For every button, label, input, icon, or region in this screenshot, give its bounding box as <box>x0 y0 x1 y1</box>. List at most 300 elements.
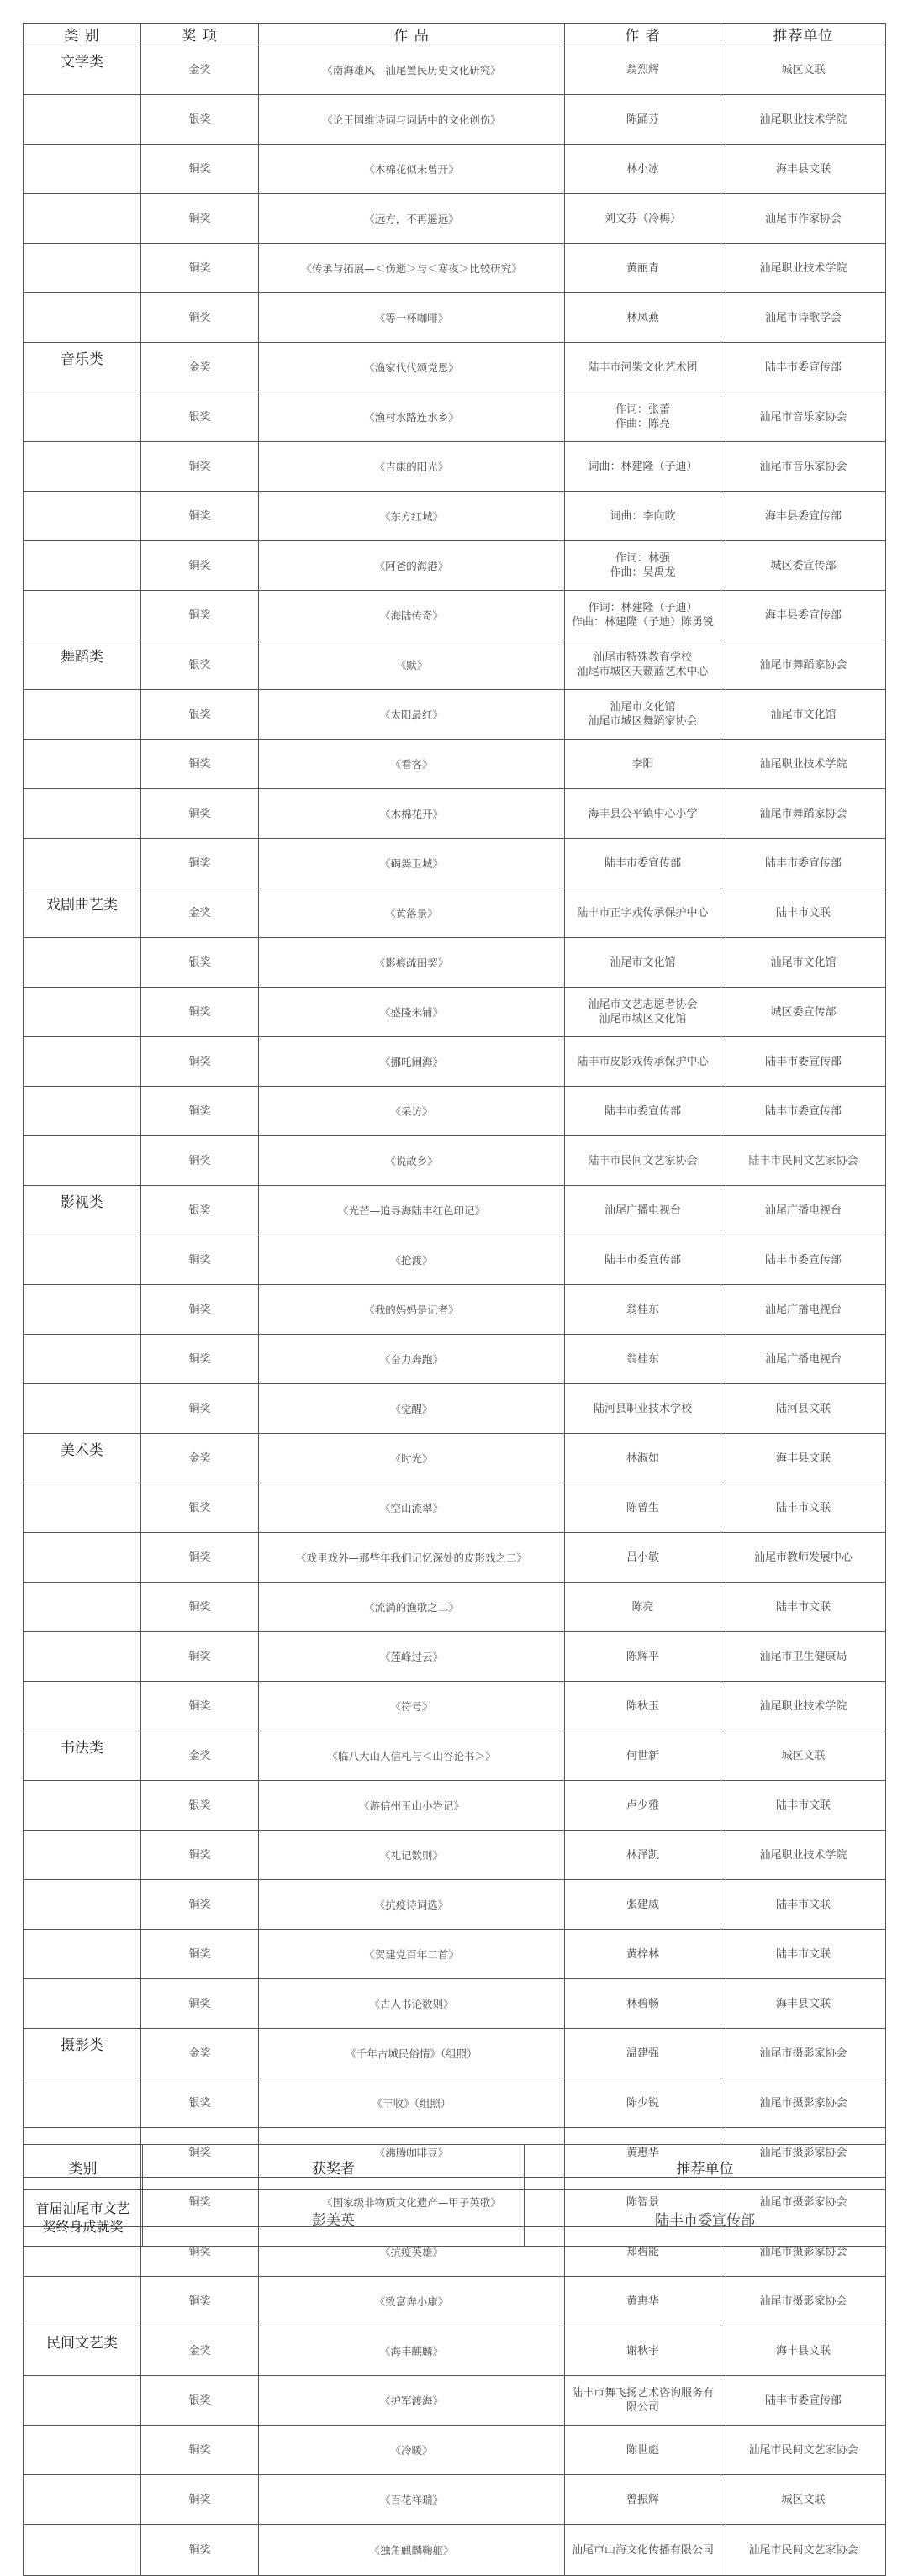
awards-table-header <box>24 24 886 45</box>
cell-work: 《觉醒》 <box>259 1384 565 1434</box>
cell-work: 《南海雄风—汕尾置民历史文化研究》 <box>259 45 565 95</box>
header-category: 类 别 <box>24 24 141 45</box>
table-row <box>24 1632 886 1682</box>
cell-award: 铜奖 <box>141 194 259 244</box>
cell-award: 铜奖 <box>141 1285 259 1335</box>
cell-work: 《黄落景》 <box>259 888 565 938</box>
cell-unit: 汕尾广播电视台 <box>721 1186 886 1235</box>
cell-author: 陈少锐 <box>565 2078 721 2128</box>
table-row <box>24 1136 886 1186</box>
table-row <box>24 1831 886 1880</box>
cell-unit: 汕尾职业技术学院 <box>721 740 886 789</box>
cell-author: 词曲：李向欧 <box>565 492 721 541</box>
cell-award: 金奖 <box>141 2029 259 2078</box>
cell-award: 铜奖 <box>141 1583 259 1632</box>
table-row <box>24 492 886 541</box>
cell-unit: 汕尾市摄影家协会 <box>721 2178 886 2227</box>
cell-work: 《远方，不再遥远》 <box>259 194 565 244</box>
table-row <box>24 2326 886 2376</box>
cell-unit: 陆丰市文联 <box>721 1781 886 1831</box>
cell-award: 银奖 <box>141 640 259 690</box>
cell-unit: 汕尾市音乐家协会 <box>721 442 886 492</box>
cell-unit: 汕尾广播电视台 <box>721 1285 886 1335</box>
cell-author: 翁烈辉 <box>565 45 721 95</box>
cell-author: 作词：林建隆（子迪） 作曲：林建隆（子迪）陈勇锐 <box>565 591 721 640</box>
cell-award: 金奖 <box>141 1731 259 1781</box>
cell-category <box>24 194 141 244</box>
cell-author: 陆丰市委宣传部 <box>565 839 721 888</box>
table-row <box>24 145 886 194</box>
table-row <box>24 2525 886 2576</box>
cell-award: 银奖 <box>141 392 259 442</box>
cell-award: 铜奖 <box>141 839 259 888</box>
table-row <box>24 45 886 95</box>
cell-category <box>24 2525 141 2576</box>
cell-award: 银奖 <box>141 938 259 988</box>
cell-category: 影视类 <box>24 1186 141 1235</box>
table-row <box>24 392 886 442</box>
cell-category <box>24 1583 141 1632</box>
table-row <box>24 1087 886 1136</box>
cell-category <box>24 1335 141 1384</box>
cell-author: 陈曾生 <box>565 1483 721 1533</box>
cell-author: 陆丰市委宣传部 <box>565 1087 721 1136</box>
cell-category <box>24 591 141 640</box>
cell-author: 张建威 <box>565 1880 721 1930</box>
cell-category <box>24 1930 141 1979</box>
cell-award: 金奖 <box>141 1434 259 1483</box>
cell-award: 银奖 <box>141 690 259 740</box>
cell-author: 作词：林强 作曲：吴禹龙 <box>565 541 721 591</box>
cell-unit: 陆丰市委宣传部 <box>721 1235 886 1285</box>
cell-work: 《默》 <box>259 640 565 690</box>
cell-work: 《吉康的阳光》 <box>259 442 565 492</box>
cell-award: 铜奖 <box>141 1880 259 1930</box>
cell-category: 戏剧曲艺类 <box>24 888 141 938</box>
cell-unit: 汕尾职业技术学院 <box>721 1682 886 1731</box>
table-row <box>24 1335 886 1384</box>
cell-author: 词曲：林建隆（子迪） <box>565 442 721 492</box>
cell-author: 翁桂东 <box>565 1335 721 1384</box>
cell-work: 《丰收》（组照） <box>259 2078 565 2128</box>
cell-work: 《我的妈妈是记者》 <box>259 1285 565 1335</box>
cell-author: 汕尾市文化馆 汕尾市城区舞蹈家协会 <box>565 690 721 740</box>
table-row <box>24 591 886 640</box>
cell-award: 铜奖 <box>141 1682 259 1731</box>
cell-unit: 汕尾市舞蹈家协会 <box>721 640 886 690</box>
table-row <box>24 194 886 244</box>
cell-author: 陈踊芬 <box>565 95 721 145</box>
lifetime-header-winner: 获奖者 <box>143 2145 525 2190</box>
cell-award: 铜奖 <box>141 740 259 789</box>
cell-award: 铜奖 <box>141 1136 259 1186</box>
cell-unit: 汕尾市文化馆 <box>721 690 886 740</box>
table-row <box>24 1037 886 1087</box>
cell-category <box>24 1979 141 2029</box>
cell-work: 《流淌的渔歌之二》 <box>259 1583 565 1632</box>
cell-award: 铜奖 <box>141 244 259 293</box>
cell-author: 陆河县职业技术学校 <box>565 1384 721 1434</box>
cell-award: 铜奖 <box>141 2525 259 2576</box>
cell-author: 汕尾市文艺志愿者协会 汕尾市城区文化馆 <box>565 988 721 1037</box>
cell-award: 铜奖 <box>141 1930 259 1979</box>
cell-award: 铜奖 <box>141 1831 259 1880</box>
cell-work: 《国家级非物质文化遗产—甲子英歌》 <box>259 2178 565 2227</box>
cell-work: 《海丰麒麟》 <box>259 2326 565 2376</box>
cell-author: 陆丰市皮影戏传承保护中心 <box>565 1037 721 1087</box>
cell-unit: 汕尾市摄影家协会 <box>721 2277 886 2326</box>
table-row <box>24 1483 886 1533</box>
cell-work: 《太阳最红》 <box>259 690 565 740</box>
cell-award: 铜奖 <box>141 1533 259 1583</box>
cell-unit: 城区文联 <box>721 1731 886 1781</box>
cell-unit: 汕尾市舞蹈家协会 <box>721 789 886 839</box>
table-row <box>24 1434 886 1483</box>
cell-unit: 陆丰市文联 <box>721 1880 886 1930</box>
cell-author: 吕小敏 <box>565 1533 721 1583</box>
cell-category: 美术类 <box>24 1434 141 1483</box>
cell-author: 黄惠华 <box>565 2128 721 2178</box>
cell-award: 银奖 <box>141 95 259 145</box>
cell-award: 铜奖 <box>141 1979 259 2029</box>
cell-work: 《盛隆米铺》 <box>259 988 565 1037</box>
cell-unit: 汕尾职业技术学院 <box>721 244 886 293</box>
cell-unit: 陆丰市文联 <box>721 1583 886 1632</box>
cell-work: 《抗疫诗词选》 <box>259 1880 565 1930</box>
cell-work: 《符号》 <box>259 1682 565 1731</box>
table-row <box>24 1979 886 2029</box>
cell-category <box>24 2376 141 2426</box>
lifetime-award-table <box>23 2144 886 2247</box>
cell-unit: 汕尾职业技术学院 <box>721 95 886 145</box>
cell-author: 陆丰市民间文艺家协会 <box>565 1136 721 1186</box>
cell-author: 黄惠华 <box>565 2277 721 2326</box>
cell-work: 《礼记数则》 <box>259 1831 565 1880</box>
cell-unit: 城区委宣传部 <box>721 988 886 1037</box>
cell-unit: 汕尾广播电视台 <box>721 1335 886 1384</box>
cell-author: 汕尾市山海文化传播有限公司 <box>565 2525 721 2576</box>
table-row <box>24 2376 886 2426</box>
cell-work: 《影痕疏田契》 <box>259 938 565 988</box>
cell-category <box>24 1235 141 1285</box>
cell-category: 民间文艺类 <box>24 2326 141 2376</box>
header-author: 作 者 <box>565 24 721 45</box>
cell-unit: 汕尾市教师发展中心 <box>721 1533 886 1583</box>
cell-author: 陈亮 <box>565 1583 721 1632</box>
cell-work: 《挪吒闹海》 <box>259 1037 565 1087</box>
table-row <box>24 1583 886 1632</box>
table-row <box>24 690 886 740</box>
header-work: 作 品 <box>259 24 565 45</box>
cell-unit: 陆丰市委宣传部 <box>721 1037 886 1087</box>
table-row <box>24 1285 886 1335</box>
table-row <box>24 640 886 690</box>
cell-category: 音乐类 <box>24 343 141 392</box>
cell-unit: 汕尾市摄影家协会 <box>721 2227 886 2277</box>
cell-work: 《贺建党百年二首》 <box>259 1930 565 1979</box>
header-award: 奖 项 <box>141 24 259 45</box>
cell-category <box>24 145 141 194</box>
cell-work: 《东方红城》 <box>259 492 565 541</box>
lifetime-table-row <box>24 2190 886 2247</box>
cell-award: 铜奖 <box>141 442 259 492</box>
cell-work: 《采访》 <box>259 1087 565 1136</box>
cell-author: 郑碧能 <box>565 2227 721 2277</box>
cell-unit: 陆丰市委宣传部 <box>721 839 886 888</box>
cell-author: 黄梓林 <box>565 1930 721 1979</box>
cell-author: 汕尾广播电视台 <box>565 1186 721 1235</box>
cell-category <box>24 2277 141 2326</box>
cell-award: 铜奖 <box>141 2178 259 2227</box>
cell-author: 陆丰市委宣传部 <box>565 1235 721 1285</box>
cell-unit: 汕尾市音乐家协会 <box>721 392 886 442</box>
cell-category <box>24 1880 141 1930</box>
cell-work: 《时光》 <box>259 1434 565 1483</box>
table-row <box>24 2029 886 2078</box>
table-row <box>24 789 886 839</box>
cell-award: 金奖 <box>141 45 259 95</box>
cell-award: 铜奖 <box>141 2426 259 2475</box>
cell-category <box>24 1136 141 1186</box>
lifetime-winner: 彭美英 <box>143 2190 525 2247</box>
table-row <box>24 293 886 343</box>
cell-category <box>24 1087 141 1136</box>
table-row <box>24 1533 886 1583</box>
cell-category <box>24 839 141 888</box>
cell-category <box>24 1682 141 1731</box>
cell-unit: 城区委宣传部 <box>721 541 886 591</box>
cell-author: 陆丰市舞飞扬艺术咨询服务有限公司 <box>565 2376 721 2426</box>
table-row <box>24 2475 886 2525</box>
cell-category <box>24 2078 141 2128</box>
cell-category <box>24 1781 141 1831</box>
cell-category <box>24 1037 141 1087</box>
table-row <box>24 888 886 938</box>
cell-unit: 汕尾市作家协会 <box>721 194 886 244</box>
cell-unit: 陆丰市民间文艺家协会 <box>721 1136 886 1186</box>
cell-author: 陈秋玉 <box>565 1682 721 1731</box>
cell-author: 陈世彪 <box>565 2426 721 2475</box>
cell-award: 铜奖 <box>141 2227 259 2277</box>
cell-award: 铜奖 <box>141 1087 259 1136</box>
cell-author: 卢少雅 <box>565 1781 721 1831</box>
cell-work: 《阿爸的海港》 <box>259 541 565 591</box>
cell-category <box>24 2426 141 2475</box>
cell-award: 铜奖 <box>141 2475 259 2525</box>
cell-category <box>24 1533 141 1583</box>
table-row <box>24 2277 886 2326</box>
lifetime-header-category: 类别 <box>24 2145 143 2190</box>
cell-author: 林小冰 <box>565 145 721 194</box>
cell-author: 刘文芬（冷梅） <box>565 194 721 244</box>
cell-unit: 汕尾市卫生健康局 <box>721 1632 886 1682</box>
cell-work: 《致富奔小康》 <box>259 2277 565 2326</box>
table-row <box>24 2078 886 2128</box>
cell-work: 《等一杯咖啡》 <box>259 293 565 343</box>
cell-category <box>24 492 141 541</box>
table-row <box>24 988 886 1037</box>
cell-unit: 城区文联 <box>721 2475 886 2525</box>
cell-author: 林泽凯 <box>565 1831 721 1880</box>
table-row <box>24 2426 886 2475</box>
cell-work: 《抗疫英雄》 <box>259 2227 565 2277</box>
lifetime-header-unit: 推荐单位 <box>525 2145 886 2190</box>
cell-work: 《木棉花开》 <box>259 789 565 839</box>
cell-author: 李阳 <box>565 740 721 789</box>
cell-category: 舞蹈类 <box>24 640 141 690</box>
cell-unit: 陆丰市文联 <box>721 1930 886 1979</box>
cell-unit: 汕尾市民间文艺家协会 <box>721 2525 886 2576</box>
table-row <box>24 1186 886 1235</box>
table-row <box>24 1880 886 1930</box>
table-row <box>24 442 886 492</box>
cell-award: 金奖 <box>141 2326 259 2376</box>
cell-unit: 汕尾职业技术学院 <box>721 1831 886 1880</box>
cell-unit: 海丰县委宣传部 <box>721 492 886 541</box>
cell-work: 《沸腾咖啡豆》 <box>259 2128 565 2178</box>
cell-award: 铜奖 <box>141 2277 259 2326</box>
cell-unit: 陆丰市委宣传部 <box>721 343 886 392</box>
cell-unit: 汕尾市民间文艺家协会 <box>721 2426 886 2475</box>
cell-award: 铜奖 <box>141 2128 259 2178</box>
cell-award: 金奖 <box>141 343 259 392</box>
table-row <box>24 938 886 988</box>
table-row <box>24 343 886 392</box>
cell-category <box>24 1285 141 1335</box>
cell-work: 《莲峰过云》 <box>259 1632 565 1682</box>
cell-work: 《百花祥瑞》 <box>259 2475 565 2525</box>
cell-work: 《临八大山人信札与＜山谷论书＞》 <box>259 1731 565 1781</box>
cell-award: 铜奖 <box>141 1235 259 1285</box>
lifetime-table-header <box>24 2145 886 2190</box>
cell-unit: 海丰县委宣传部 <box>721 591 886 640</box>
cell-unit: 城区文联 <box>721 45 886 95</box>
cell-category <box>24 988 141 1037</box>
cell-author: 陆丰市正字戏传承保护中心 <box>565 888 721 938</box>
cell-award: 铜奖 <box>141 591 259 640</box>
cell-category <box>24 442 141 492</box>
cell-author: 陆丰市河柴文化艺术团 <box>565 343 721 392</box>
table-row <box>24 1384 886 1434</box>
cell-unit: 陆丰市文联 <box>721 1483 886 1533</box>
cell-unit: 海丰县文联 <box>721 1979 886 2029</box>
table-row <box>24 244 886 293</box>
cell-unit: 海丰县文联 <box>721 1434 886 1483</box>
cell-award: 银奖 <box>141 1186 259 1235</box>
cell-work: 《渔村水路连水乡》 <box>259 392 565 442</box>
cell-category <box>24 293 141 343</box>
cell-work: 《说故乡》 <box>259 1136 565 1186</box>
cell-author: 翁桂东 <box>565 1285 721 1335</box>
cell-work: 《木棉花似未曾开》 <box>259 145 565 194</box>
cell-category <box>24 938 141 988</box>
cell-unit: 陆丰市委宣传部 <box>721 2376 886 2426</box>
cell-work: 《碣舞卫城》 <box>259 839 565 888</box>
table-row <box>24 1781 886 1831</box>
cell-author: 陈辉平 <box>565 1632 721 1682</box>
cell-unit: 汕尾市摄影家协会 <box>721 2029 886 2078</box>
cell-unit: 海丰县文联 <box>721 2326 886 2376</box>
cell-author: 海丰县公平镇中心小学 <box>565 789 721 839</box>
cell-unit: 汕尾市摄影家协会 <box>721 2128 886 2178</box>
cell-work: 《海陆传奇》 <box>259 591 565 640</box>
cell-work: 《渔家代代颂党恩》 <box>259 343 565 392</box>
cell-category <box>24 789 141 839</box>
table-row <box>24 541 886 591</box>
cell-category <box>24 1483 141 1533</box>
cell-award: 铜奖 <box>141 145 259 194</box>
cell-work: 《古人书论数则》 <box>259 1979 565 2029</box>
cell-category <box>24 2475 141 2525</box>
cell-unit: 海丰县文联 <box>721 145 886 194</box>
cell-category: 文学类 <box>24 45 141 95</box>
cell-category <box>24 690 141 740</box>
cell-unit: 汕尾市诗歌学会 <box>721 293 886 343</box>
cell-award: 铜奖 <box>141 789 259 839</box>
table-row <box>24 95 886 145</box>
cell-unit: 陆丰市文联 <box>721 888 886 938</box>
cell-author: 温建强 <box>565 2029 721 2078</box>
cell-author: 曾振辉 <box>565 2475 721 2525</box>
cell-category <box>24 1384 141 1434</box>
cell-category <box>24 392 141 442</box>
cell-work: 《论王国维诗词与词话中的文化创伤》 <box>259 95 565 145</box>
table-row <box>24 1731 886 1781</box>
cell-work: 《戏里戏外—那些年我们记忆深处的皮影戏之二》 <box>259 1533 565 1583</box>
cell-award: 铜奖 <box>141 293 259 343</box>
lifetime-category: 首届汕尾市文艺 奖终身成就奖 <box>24 2190 143 2247</box>
cell-category: 书法类 <box>24 1731 141 1781</box>
cell-author: 黄丽青 <box>565 244 721 293</box>
cell-award: 银奖 <box>141 2078 259 2128</box>
cell-author: 林凤燕 <box>565 293 721 343</box>
cell-work: 《护军渡海》 <box>259 2376 565 2426</box>
cell-category: 摄影类 <box>24 2029 141 2078</box>
table-row <box>24 740 886 789</box>
cell-work: 《传承与拓展—＜伤逝＞与＜寒夜＞比较研究》 <box>259 244 565 293</box>
cell-category <box>24 1831 141 1880</box>
cell-work: 《千年古城民俗情》（组照） <box>259 2029 565 2078</box>
cell-category <box>24 740 141 789</box>
cell-award: 铜奖 <box>141 1632 259 1682</box>
cell-author: 何世新 <box>565 1731 721 1781</box>
table-row <box>24 1235 886 1285</box>
cell-work: 《看客》 <box>259 740 565 789</box>
cell-category <box>24 95 141 145</box>
cell-category <box>24 244 141 293</box>
cell-author: 林淑如 <box>565 1434 721 1483</box>
cell-work: 《游信州玉山小岩记》 <box>259 1781 565 1831</box>
cell-work: 《冷暖》 <box>259 2426 565 2475</box>
cell-award: 铜奖 <box>141 1384 259 1434</box>
cell-award: 金奖 <box>141 888 259 938</box>
cell-author: 陈智景 <box>565 2178 721 2227</box>
cell-author: 谢秋宇 <box>565 2326 721 2376</box>
header-unit: 推荐单位 <box>721 24 886 45</box>
cell-unit: 陆河县文联 <box>721 1384 886 1434</box>
cell-award: 银奖 <box>141 1483 259 1533</box>
cell-award: 铜奖 <box>141 541 259 591</box>
cell-author: 作词：张蕾 作曲：陈亮 <box>565 392 721 442</box>
cell-award: 铜奖 <box>141 1037 259 1087</box>
cell-award: 铜奖 <box>141 492 259 541</box>
cell-unit: 汕尾市文化馆 <box>721 938 886 988</box>
cell-unit: 陆丰市委宣传部 <box>721 1087 886 1136</box>
cell-work: 《独角麒麟鞠躯》 <box>259 2525 565 2576</box>
cell-work: 《奋力奔跑》 <box>259 1335 565 1384</box>
cell-award: 银奖 <box>141 2376 259 2426</box>
cell-award: 铜奖 <box>141 1335 259 1384</box>
